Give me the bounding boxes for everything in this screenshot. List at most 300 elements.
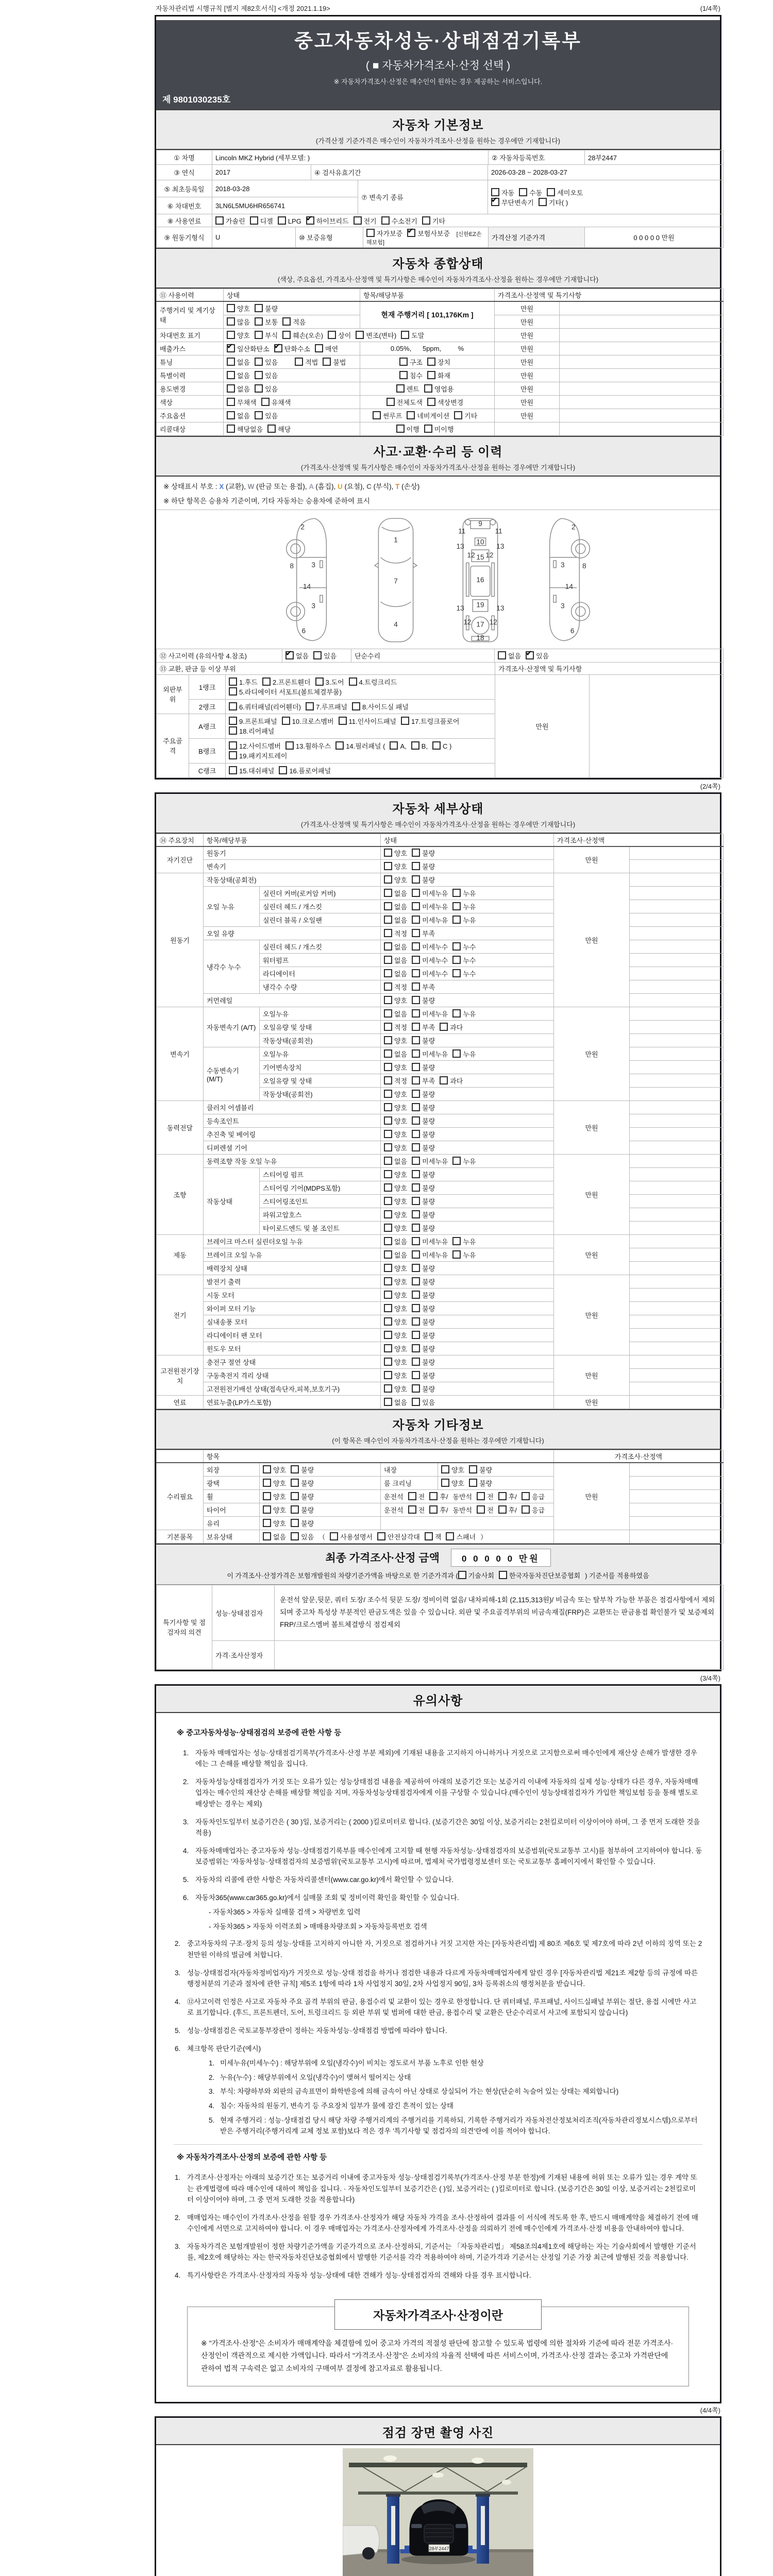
option-label: 자가보증 xyxy=(377,230,403,238)
unchecked-checkbox[interactable] xyxy=(440,1076,448,1084)
unchecked-checkbox[interactable] xyxy=(323,358,331,366)
detail-state xyxy=(381,1262,554,1275)
unchecked-checkbox[interactable] xyxy=(412,1304,420,1312)
option-label: 썬루프 xyxy=(382,412,402,420)
unchecked-checkbox[interactable] xyxy=(412,969,420,977)
unchecked-checkbox[interactable] xyxy=(412,1143,420,1151)
unchecked-checkbox[interactable] xyxy=(412,1291,420,1299)
unchecked-checkbox[interactable] xyxy=(381,216,390,225)
inspection-photo-front xyxy=(343,2448,533,2576)
unchecked-checkbox[interactable] xyxy=(384,942,392,951)
unchecked-checkbox[interactable] xyxy=(384,1264,392,1272)
unchecked-checkbox[interactable] xyxy=(412,875,420,884)
unchecked-checkbox[interactable] xyxy=(349,677,357,686)
svg-text:2: 2 xyxy=(572,522,576,531)
option-label: 동반석 xyxy=(452,1493,473,1501)
row-emission-label: 배출가스 xyxy=(157,342,224,355)
unchecked-checkbox[interactable] xyxy=(452,1250,461,1259)
unchecked-checkbox[interactable] xyxy=(412,1398,420,1406)
unchecked-checkbox[interactable] xyxy=(384,1116,392,1125)
unchecked-checkbox[interactable] xyxy=(255,317,263,326)
unchecked-checkbox[interactable] xyxy=(229,751,237,759)
unchecked-checkbox[interactable] xyxy=(229,766,237,774)
unchecked-checkbox[interactable] xyxy=(384,969,392,977)
unchecked-checkbox[interactable] xyxy=(339,717,347,725)
unchecked-checkbox[interactable] xyxy=(282,317,291,326)
checked-checkbox[interactable] xyxy=(526,651,534,659)
unchecked-checkbox[interactable] xyxy=(250,216,258,225)
unchecked-checkbox[interactable] xyxy=(384,1197,392,1205)
unchecked-checkbox[interactable] xyxy=(352,702,360,710)
unchecked-checkbox[interactable] xyxy=(384,889,392,897)
note-cell xyxy=(630,954,724,967)
note-cell xyxy=(630,1007,724,1021)
unchecked-checkbox[interactable] xyxy=(412,889,420,897)
unchecked-checkbox[interactable] xyxy=(412,1103,420,1111)
checked-checkbox[interactable] xyxy=(306,216,314,225)
unchecked-checkbox[interactable] xyxy=(412,1224,420,1232)
unchecked-checkbox[interactable] xyxy=(384,1224,392,1232)
unchecked-checkbox[interactable] xyxy=(408,1492,416,1500)
unchecked-checkbox[interactable] xyxy=(263,1492,271,1500)
unchecked-checkbox[interactable] xyxy=(412,902,420,910)
option-label: 불량 xyxy=(422,1198,435,1206)
unchecked-checkbox[interactable] xyxy=(291,1532,299,1540)
unchecked-checkbox[interactable] xyxy=(263,1465,271,1473)
group-repair-needed: 수리필요 xyxy=(157,1463,204,1530)
unchecked-checkbox[interactable] xyxy=(390,741,398,750)
unchecked-checkbox[interactable] xyxy=(412,849,420,857)
unchecked-checkbox[interactable] xyxy=(384,1157,392,1165)
unchecked-checkbox[interactable] xyxy=(522,1492,530,1500)
unchecked-checkbox[interactable] xyxy=(408,1505,416,1514)
unchecked-checkbox[interactable] xyxy=(229,726,237,735)
detail-state xyxy=(381,1195,554,1208)
unchecked-checkbox[interactable] xyxy=(384,1304,392,1312)
unchecked-checkbox[interactable] xyxy=(227,304,235,312)
unchecked-checkbox[interactable] xyxy=(330,1532,338,1540)
unchecked-checkbox[interactable] xyxy=(427,371,435,379)
unchecked-checkbox[interactable] xyxy=(412,1237,420,1245)
svg-text:11: 11 xyxy=(495,527,502,535)
unchecked-checkbox[interactable] xyxy=(412,862,420,870)
unchecked-checkbox[interactable] xyxy=(384,849,392,857)
unchecked-checkbox[interactable] xyxy=(313,651,322,659)
unchecked-checkbox[interactable] xyxy=(295,358,303,366)
detail-item: 작동상태(공회전) xyxy=(260,1034,381,1047)
note-cell xyxy=(630,900,724,913)
unchecked-checkbox[interactable] xyxy=(412,1384,420,1393)
unchecked-checkbox[interactable] xyxy=(335,741,344,750)
unchecked-checkbox[interactable] xyxy=(519,188,527,196)
svg-text:3: 3 xyxy=(561,602,565,610)
detail-state xyxy=(381,1034,554,1047)
notice-section3-header: ※ 자동차가격조사·산정의 보증에 관한 사항 등 xyxy=(177,2153,327,2162)
unchecked-checkbox[interactable] xyxy=(412,996,420,1004)
detail-state xyxy=(381,1168,554,1181)
unchecked-checkbox[interactable] xyxy=(255,331,263,339)
unchecked-checkbox[interactable] xyxy=(412,1344,420,1352)
accident-legend xyxy=(156,477,720,510)
unchecked-checkbox[interactable] xyxy=(384,1250,392,1259)
unchecked-checkbox[interactable] xyxy=(227,398,235,406)
option-label: 전체도색 xyxy=(396,398,423,406)
unchecked-checkbox[interactable] xyxy=(227,384,235,393)
unchecked-checkbox[interactable] xyxy=(373,411,381,419)
unchecked-checkbox[interactable] xyxy=(412,1130,420,1138)
option-label: 불량 xyxy=(422,1171,435,1179)
unchecked-checkbox[interactable] xyxy=(384,1076,392,1084)
unchecked-checkbox[interactable] xyxy=(384,996,392,1004)
unchecked-checkbox[interactable] xyxy=(377,1532,385,1540)
note-cell xyxy=(630,1248,724,1262)
unchecked-checkbox[interactable] xyxy=(412,1157,420,1165)
unchecked-checkbox[interactable] xyxy=(255,411,263,419)
unchecked-checkbox[interactable] xyxy=(384,1358,392,1366)
option-label: 없음 xyxy=(237,385,250,393)
unchecked-checkbox[interactable] xyxy=(227,411,235,419)
unchecked-checkbox[interactable] xyxy=(384,1291,392,1299)
unchecked-checkbox[interactable] xyxy=(412,1277,420,1285)
unchecked-checkbox[interactable] xyxy=(499,1571,507,1579)
detail-item: 연료누출(LP가스포함) xyxy=(204,1396,381,1409)
unchecked-checkbox[interactable] xyxy=(412,1090,420,1098)
unchecked-checkbox[interactable] xyxy=(412,1023,420,1031)
option-label: 화재 xyxy=(438,371,451,380)
unchecked-checkbox[interactable] xyxy=(384,1170,392,1178)
row-usage-change-label: 용도변경 xyxy=(157,382,224,395)
unchecked-checkbox[interactable] xyxy=(412,1264,420,1272)
unchecked-checkbox[interactable] xyxy=(498,1492,507,1500)
svg-text:6: 6 xyxy=(570,626,575,635)
unchecked-checkbox[interactable] xyxy=(452,1157,461,1165)
unchecked-checkbox[interactable] xyxy=(291,1505,299,1514)
note-cell xyxy=(630,1235,724,1248)
unchecked-checkbox[interactable] xyxy=(282,717,290,725)
unchecked-checkbox[interactable] xyxy=(412,1371,420,1379)
option-label: 누유 xyxy=(463,917,476,924)
unchecked-checkbox[interactable] xyxy=(384,916,392,924)
row-color-label: 색상 xyxy=(157,395,224,409)
unchecked-checkbox[interactable] xyxy=(498,651,506,659)
unchecked-checkbox[interactable] xyxy=(384,1331,392,1339)
option-label: 상이 xyxy=(338,331,351,340)
svg-text:13: 13 xyxy=(496,604,505,612)
row-recall-label: 리콜대상 xyxy=(157,422,224,435)
unchecked-checkbox[interactable] xyxy=(441,1479,449,1487)
unchecked-checkbox[interactable] xyxy=(263,1532,271,1540)
detail-state xyxy=(381,1007,554,1021)
unchecked-checkbox[interactable] xyxy=(227,371,235,379)
unchecked-checkbox[interactable] xyxy=(441,1465,449,1473)
unchecked-checkbox[interactable] xyxy=(229,702,237,710)
unchecked-checkbox[interactable] xyxy=(547,188,555,196)
unchecked-checkbox[interactable] xyxy=(412,929,420,937)
unchecked-checkbox[interactable] xyxy=(412,1009,420,1018)
note-cell xyxy=(630,980,724,994)
unchecked-checkbox[interactable] xyxy=(366,229,375,237)
col-item: 항목/해당부품 xyxy=(204,834,381,846)
unchecked-checkbox[interactable] xyxy=(356,331,364,339)
fuel-options xyxy=(212,214,724,227)
unchecked-checkbox[interactable] xyxy=(446,1532,454,1540)
unchecked-checkbox[interactable] xyxy=(424,384,432,393)
unchecked-checkbox[interactable] xyxy=(454,411,462,419)
unchecked-checkbox[interactable] xyxy=(425,1532,433,1540)
unchecked-checkbox[interactable] xyxy=(262,677,271,686)
unchecked-checkbox[interactable] xyxy=(412,1063,420,1071)
unchecked-checkbox[interactable] xyxy=(429,1505,438,1514)
unchecked-checkbox[interactable] xyxy=(384,929,392,937)
notice-subitem: 5. 현재 주행거리 : 성능·상태점검 당시 해당 차량 주행거리계의 주행거리를 기록하되, 기록한 주행거리가 자동차전산정보처리조직(자동차관리정보시스템)으로부터 받은 주행거리(주행거리계 교체 정보 포함)보다 적은 경우 '특기사항 및 점검자의 의견'란에 이를 적어야 합니다. xyxy=(209,2116,698,2136)
unchecked-checkbox[interactable] xyxy=(452,942,461,951)
detail-item: 실린더 헤드 / 개스킷 xyxy=(260,940,381,954)
unchecked-checkbox[interactable] xyxy=(227,331,235,339)
unchecked-checkbox[interactable] xyxy=(384,1398,392,1406)
unchecked-checkbox[interactable] xyxy=(229,717,237,725)
unchecked-checkbox[interactable] xyxy=(384,902,392,910)
unchecked-checkbox[interactable] xyxy=(384,862,392,870)
unchecked-checkbox[interactable] xyxy=(384,1277,392,1285)
unchecked-checkbox[interactable] xyxy=(263,1505,271,1514)
price-cell: 만원 xyxy=(554,1355,630,1396)
unchecked-checkbox[interactable] xyxy=(522,1505,530,1514)
option-label: 잭 xyxy=(434,1533,442,1541)
damage-code-desc: (요철), xyxy=(344,482,367,490)
unchecked-checkbox[interactable] xyxy=(452,1237,461,1245)
unchecked-checkbox[interactable] xyxy=(315,344,323,352)
unchecked-checkbox[interactable] xyxy=(384,1344,392,1352)
unchecked-checkbox[interactable] xyxy=(291,1492,299,1500)
unchecked-checkbox[interactable] xyxy=(412,1331,420,1339)
unchecked-checkbox[interactable] xyxy=(255,384,263,393)
unchecked-checkbox[interactable] xyxy=(354,216,362,225)
unchecked-checkbox[interactable] xyxy=(477,1492,485,1500)
unchecked-checkbox[interactable] xyxy=(452,1049,461,1058)
notice-item: 4. 자동차매매업자는 중고자동차 성능·상태점검기록부를 매수인에게 고지할 때 현행 자동차성능·상태점검자의 보증범위(국토교통부 고시)를 첨부하여 고지하여야 합니다. 동 보증범위는 '자동차성능·상태점검자의 보증범위'(국토교통부 고시)에 따르며, 법제처 국가법령정보센터 또는 국토교통부 홈페이지에서 확인할 수 있습니다. xyxy=(183,1846,702,1866)
unchecked-checkbox[interactable] xyxy=(407,411,415,419)
unchecked-checkbox[interactable] xyxy=(424,425,432,433)
option-label: 해당 xyxy=(278,425,291,433)
svg-text:3: 3 xyxy=(311,602,315,610)
unchecked-checkbox[interactable] xyxy=(384,1130,392,1138)
unchecked-checkbox[interactable] xyxy=(227,358,235,366)
unchecked-checkbox[interactable] xyxy=(384,1371,392,1379)
note-cell xyxy=(560,355,724,368)
abnormal-price-header: 가격조사·산정액 및 특기사항 xyxy=(495,662,724,674)
option-label: 미세누유 xyxy=(422,1238,448,1246)
unchecked-checkbox[interactable] xyxy=(227,317,235,326)
unchecked-checkbox[interactable] xyxy=(412,1116,420,1125)
unchecked-checkbox[interactable] xyxy=(384,1009,392,1018)
unchecked-checkbox[interactable] xyxy=(263,1519,271,1527)
unchecked-checkbox[interactable] xyxy=(263,1479,271,1487)
usage-change-options xyxy=(224,382,360,395)
unchecked-checkbox[interactable] xyxy=(384,956,392,964)
unchecked-checkbox[interactable] xyxy=(229,741,237,750)
option-label: 양호 xyxy=(273,1519,287,1528)
unchecked-checkbox[interactable] xyxy=(282,331,291,339)
appraiser-remarks xyxy=(275,1640,724,1669)
unchecked-checkbox[interactable] xyxy=(279,766,287,774)
unchecked-checkbox[interactable] xyxy=(384,1049,392,1058)
unchecked-checkbox[interactable] xyxy=(458,1571,466,1579)
detail-item: 오일 유량 xyxy=(204,927,381,940)
unchecked-checkbox[interactable] xyxy=(401,331,409,339)
unchecked-checkbox[interactable] xyxy=(498,1505,507,1514)
unchecked-checkbox[interactable] xyxy=(384,1317,392,1326)
unchecked-checkbox[interactable] xyxy=(384,1063,392,1071)
option-label: 양호 xyxy=(394,1064,408,1072)
unchecked-checkbox[interactable] xyxy=(384,1210,392,1218)
unchecked-checkbox[interactable] xyxy=(411,741,419,750)
checked-checkbox[interactable] xyxy=(274,344,282,352)
unchecked-checkbox[interactable] xyxy=(384,1036,392,1044)
unchecked-checkbox[interactable] xyxy=(384,1143,392,1151)
option-label: 불량 xyxy=(422,876,435,884)
unchecked-checkbox[interactable] xyxy=(255,304,263,312)
svg-text:17: 17 xyxy=(476,620,484,628)
notice-section2-items xyxy=(174,1938,702,2137)
unchecked-checkbox[interactable] xyxy=(469,1465,477,1473)
option-label: 누유 xyxy=(463,1050,476,1058)
option-label: 미세누유 xyxy=(422,917,448,924)
unchecked-checkbox[interactable] xyxy=(396,384,405,393)
unchecked-checkbox[interactable] xyxy=(227,425,235,433)
unchecked-checkbox[interactable] xyxy=(477,1505,485,1514)
unchecked-checkbox[interactable] xyxy=(422,216,430,225)
option-label: 후/ xyxy=(440,1506,448,1514)
car-side-left-view xyxy=(284,515,339,645)
unchecked-checkbox[interactable] xyxy=(229,677,237,686)
unchecked-checkbox[interactable] xyxy=(384,1183,392,1192)
unchecked-checkbox[interactable] xyxy=(384,875,392,884)
unchecked-checkbox[interactable] xyxy=(412,942,420,951)
unchecked-checkbox[interactable] xyxy=(427,358,435,366)
unchecked-checkbox[interactable] xyxy=(291,1465,299,1473)
unchecked-checkbox[interactable] xyxy=(399,358,408,366)
unchecked-checkbox[interactable] xyxy=(412,1210,420,1218)
unchecked-checkbox[interactable] xyxy=(412,982,420,991)
unchecked-checkbox[interactable] xyxy=(412,916,420,924)
unchecked-checkbox[interactable] xyxy=(215,216,224,225)
tire-position-options xyxy=(381,1503,554,1516)
odometer-state-options xyxy=(224,315,360,328)
unchecked-checkbox[interactable] xyxy=(427,398,435,406)
notice-item: 3. 자동차인도일부터 보증기간은 ( 30 )일, 보증거리는 ( 2000 )킬로미터로 합니다. (보증기간은 30일 이상, 보증거리는 2천킬로미터 이상이어야 하며, 그 중 먼저 도래한 것을 적용) xyxy=(183,1818,700,1837)
option-label: 양호 xyxy=(394,1117,408,1125)
unchecked-checkbox[interactable] xyxy=(412,1250,420,1259)
unchecked-checkbox[interactable] xyxy=(412,1183,420,1192)
unchecked-checkbox[interactable] xyxy=(229,687,237,696)
price-cell: 만원 xyxy=(554,1463,630,1530)
unchecked-checkbox[interactable] xyxy=(452,956,461,964)
note-cell xyxy=(630,1114,724,1128)
unchecked-checkbox[interactable] xyxy=(384,1023,392,1031)
unchecked-checkbox[interactable] xyxy=(539,198,547,206)
unchecked-checkbox[interactable] xyxy=(255,358,263,366)
unchecked-checkbox[interactable] xyxy=(291,1519,299,1527)
unchecked-checkbox[interactable] xyxy=(412,1170,420,1178)
unchecked-checkbox[interactable] xyxy=(412,1036,420,1044)
unchecked-checkbox[interactable] xyxy=(412,1197,420,1205)
unchecked-checkbox[interactable] xyxy=(384,1090,392,1098)
unchecked-checkbox[interactable] xyxy=(384,1103,392,1111)
unchecked-checkbox[interactable] xyxy=(452,969,461,977)
unchecked-checkbox[interactable] xyxy=(328,331,336,339)
option-label: 적정 xyxy=(394,930,408,938)
unchecked-checkbox[interactable] xyxy=(261,398,270,406)
unchecked-checkbox[interactable] xyxy=(255,371,263,379)
color-options xyxy=(224,395,360,409)
unchecked-checkbox[interactable] xyxy=(440,1023,448,1031)
option-label: 불량 xyxy=(422,1345,435,1353)
option-label: 운전석 xyxy=(384,1493,404,1501)
unchecked-checkbox[interactable] xyxy=(306,702,314,710)
unchecked-checkbox[interactable] xyxy=(315,677,324,686)
option-label: 유채색 xyxy=(271,398,291,406)
other-state xyxy=(438,1463,554,1476)
group-engine: 원동기 xyxy=(157,873,204,1007)
detail-item: 실내송풍 모터 xyxy=(204,1315,381,1329)
unchecked-checkbox[interactable] xyxy=(399,371,408,379)
option-label: 없음 xyxy=(394,1251,408,1259)
option-label: 디젤 xyxy=(260,217,273,225)
unchecked-checkbox[interactable] xyxy=(412,1358,420,1366)
unchecked-checkbox[interactable] xyxy=(412,1076,420,1084)
price-cell: 만원 xyxy=(554,1155,630,1235)
unchecked-checkbox[interactable] xyxy=(412,956,420,964)
unchecked-checkbox[interactable] xyxy=(401,717,409,725)
note-cell xyxy=(630,1181,724,1195)
unchecked-checkbox[interactable] xyxy=(396,425,405,433)
option-label: 부족 xyxy=(422,984,435,991)
unchecked-checkbox[interactable] xyxy=(469,1479,477,1487)
unchecked-checkbox[interactable] xyxy=(384,1237,392,1245)
option-label: 있음 xyxy=(536,652,549,660)
unchecked-checkbox[interactable] xyxy=(386,398,395,406)
unchecked-checkbox[interactable] xyxy=(267,425,276,433)
unchecked-checkbox[interactable] xyxy=(429,1492,438,1500)
unchecked-checkbox[interactable] xyxy=(412,1317,420,1326)
unchecked-checkbox[interactable] xyxy=(452,916,461,924)
option-label: 양호 xyxy=(451,1479,465,1487)
checked-checkbox[interactable] xyxy=(285,651,294,659)
unchecked-checkbox[interactable] xyxy=(384,982,392,991)
unchecked-checkbox[interactable] xyxy=(285,741,294,750)
unchecked-checkbox[interactable] xyxy=(452,1009,461,1018)
usage-change-part-options xyxy=(360,382,495,395)
checked-checkbox[interactable] xyxy=(407,229,415,237)
unchecked-checkbox[interactable] xyxy=(278,216,286,225)
unchecked-checkbox[interactable] xyxy=(412,1049,420,1058)
detail-item: 윈도우 모터 xyxy=(204,1342,381,1355)
checked-checkbox[interactable] xyxy=(227,344,235,352)
basic-info-subtitle: (가격산정 기준가격은 매수인이 자동차가격조사·산정을 원하는 경우에만 기재합니다) xyxy=(315,137,561,145)
header-top-strip xyxy=(156,16,720,20)
unchecked-checkbox[interactable] xyxy=(452,889,461,897)
option-label: 양호 xyxy=(394,863,408,871)
unchecked-checkbox[interactable] xyxy=(291,1479,299,1487)
unchecked-checkbox[interactable] xyxy=(432,741,441,750)
header-note: ※ 자동차가격조사·산정은 매수인이 원하는 경우 제공하는 서비스입니다. xyxy=(333,78,543,86)
unchecked-checkbox[interactable] xyxy=(452,902,461,910)
option-label: 불량 xyxy=(422,1184,435,1192)
note-cell xyxy=(630,1034,724,1047)
checked-checkbox[interactable] xyxy=(491,198,499,206)
unchecked-checkbox[interactable] xyxy=(384,1384,392,1393)
detail-state xyxy=(381,1208,554,1222)
